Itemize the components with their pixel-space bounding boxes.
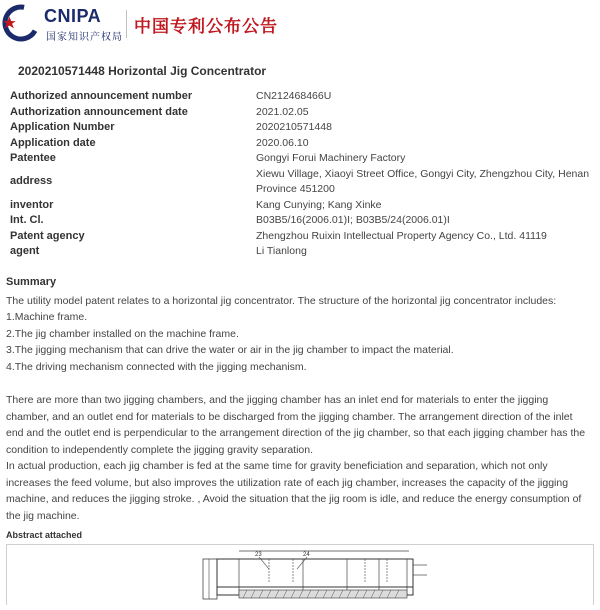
field-label: Patentee — [10, 152, 56, 164]
jig-drawing — [7, 545, 593, 605]
info-row — [10, 229, 590, 245]
drawing-part — [203, 559, 217, 599]
cnipa-logo-icon — [2, 4, 40, 42]
field-label: Patent agency — [10, 229, 85, 242]
summary-section — [6, 274, 592, 524]
logo-text: CNIPA — [44, 6, 102, 26]
field-value: Li Tianlong — [256, 245, 307, 257]
field-value: Gongyi Forui Machinery Factory — [256, 152, 406, 164]
patent-info-table — [10, 89, 590, 260]
field-label: Authorized announcement number — [10, 90, 193, 102]
summary-item: 4.The driving mechanism connected with the jigging mechanism. — [6, 360, 307, 373]
summary-item: 3.The jigging mechanism that can drive the water or air in the jig chamber to impact the material. — [6, 344, 454, 356]
field-value: B03B5/16(2006.01)I; B03B5/24(2006.01)I — [256, 214, 450, 226]
field-value: CN212468466U — [256, 90, 332, 102]
info-row — [10, 151, 590, 167]
screen-band — [239, 590, 407, 598]
summary-intro: The utility model patent relates to a horizontal jig concentrator. The structure of the horizontal jig concentrator includes: — [6, 294, 557, 307]
info-row — [10, 198, 590, 214]
info-row — [10, 120, 590, 136]
info-row — [10, 167, 590, 198]
field-value: 2021.02.05 — [256, 105, 309, 118]
field-value: 2020210571448 — [256, 121, 332, 133]
patent-title: 2020210571448 Horizontal Jig Concentrator — [18, 64, 267, 78]
summary-item: 2.The jig chamber installed on the machine frame. — [6, 327, 239, 340]
info-row — [10, 136, 590, 152]
site-header — [0, 0, 600, 46]
summary-item: 1.Machine frame. — [6, 311, 88, 323]
field-label: Application Number — [10, 121, 115, 133]
spacer — [6, 375, 592, 392]
field-value: Kang Cunying; Kang Xinke — [256, 198, 382, 211]
field-label: address — [10, 175, 53, 188]
info-row — [10, 213, 590, 229]
field-label: Authorization announcement date — [10, 105, 188, 118]
field-value: 2020.06.10 — [256, 136, 309, 149]
abstract-label: Abstract attached — [6, 530, 83, 540]
site-title: 中国专利公布公告 — [134, 17, 278, 37]
field-value: Zhengzhou Ruixin Intellectual Property Agency Co., Ltd. 41119 — [256, 229, 547, 242]
header-divider — [126, 10, 127, 38]
field-label: agent — [10, 245, 40, 257]
info-row — [10, 105, 590, 121]
summary-paragraph: There are more than two jigging chambers, and the jigging chamber has an inlet end for materials to enter the jigging chamber, and an outlet end for materials to be discharged from the jigging chamber. The arrangement direction of the inlet end and the outlet end is perpendicular to the arrangement direction of the jig chamber, so that each jigging chamber has the condition to independently complete the jigging gravity separation. — [6, 394, 586, 456]
callout-label: 23 — [255, 552, 262, 558]
summary-heading: Summary — [6, 276, 57, 288]
jig-chamber-outline — [217, 559, 413, 595]
field-label: inventor — [10, 198, 54, 211]
logo-subtitle: 国家知识产权局 — [46, 32, 123, 43]
field-value: Xiewu Village, Xiaoyi Street Office, Gongyi City, Zhengzhou City, Henan Province 451200 — [256, 167, 590, 195]
field-label: Int. Cl. — [10, 214, 44, 226]
summary-paragraph: In actual production, each jig chamber is fed at the same time for gravity beneficiation and separation, which not only increases the feed volume, but also improves the utilization rate of each jig chamber, increases the capacity of the jigging machine, and reduces the jigging stroke. , Avoid the situation that the jig room is idle, and reduce the energy consumption of the jig machine. — [6, 460, 582, 522]
info-row — [10, 89, 590, 105]
field-label: Application date — [10, 136, 96, 149]
callout-label: 24 — [303, 552, 310, 558]
info-row — [10, 244, 590, 260]
abstract-drawing — [6, 544, 594, 605]
